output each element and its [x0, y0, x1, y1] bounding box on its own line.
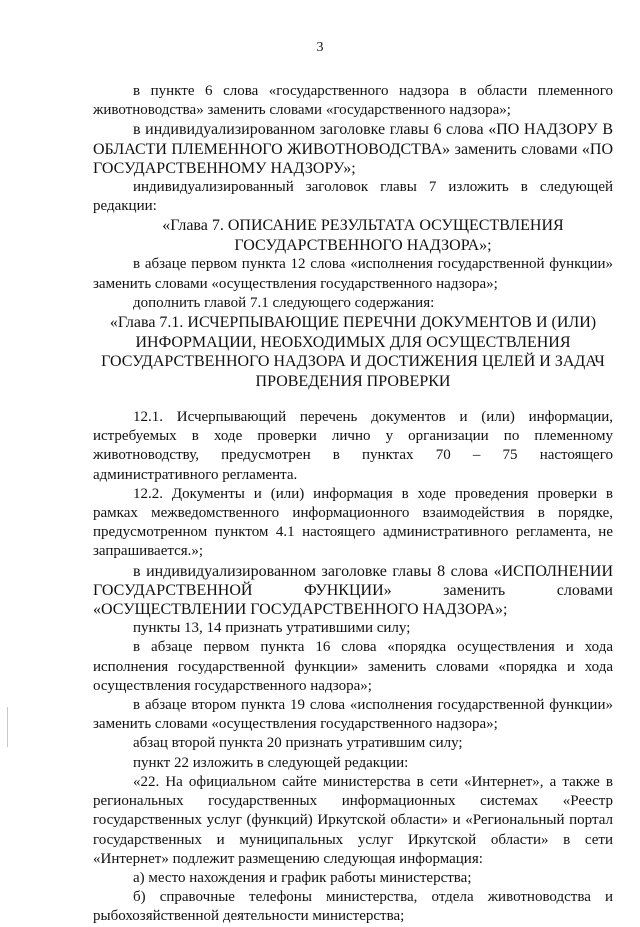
paragraph: в индивидуализированном заголовке главы 8 слова «ИСПОЛНЕНИИ ГОСУДАРСТВЕННОЙ ФУНКЦИИ» заменить словами «ОСУЩЕСТВЛЕНИИ ГОСУДАРСТВЕННОГО НАДЗОРА»;	[93, 562, 613, 619]
paragraph: 12.1. Исчерпывающий перечень документов и (или) информации, истребуемых в ходе проверки лично у организации по племенному животноводству, предусмотрен в пунктах 70 – 75 настоящего административного регламента.	[93, 409, 613, 483]
paragraph: в абзаце первом пункта 12 слова «исполнения государственной функции» заменить словами «осуществления государственного надзора»;	[93, 256, 613, 292]
document-body	[93, 82, 613, 927]
paragraph: абзац второй пункта 20 признать утратившим силу;	[133, 735, 463, 752]
paragraph: пункты 13, 14 признать утратившими силу;	[133, 620, 411, 637]
paragraph: в пункте 6 слова «государственного надзора в области племенного животноводства» заменить словами «государственного надзора»;	[93, 83, 613, 119]
chapter-heading: «Глава 7.1. ИСЧЕРПЫВАЮЩИЕ ПЕРЕЧНИ ДОКУМЕНТОВ И (ИЛИ) ИНФОРМАЦИИ, НЕОБХОДИМЫХ ДЛЯ ОСУЩЕСТВЛЕНИЯ ГОСУДАРСТВЕННОГО НАДЗОРА И ДОСТИЖЕНИЯ ЦЕЛЕЙ И ЗАДАЧ ПРОВЕДЕНИЯ ПРОВЕРКИ	[101, 314, 605, 390]
margin-mark	[7, 707, 8, 747]
paragraph: в индивидуализированном заголовке главы 6 слова «ПО НАДЗОРУ В ОБЛАСТИ ПЛЕМЕННОГО ЖИВОТНОВОДСТВА» заменить словами «ПО ГОСУДАРСТВЕННОМУ НАДЗОРУ»;	[93, 121, 613, 177]
paragraph: 12.2. Документы и (или) информация в ходе проведения проверки в рамках межведомственного информационного взаимодействия в порядке, предусмотренном пунктом 4.1 настоящего административного регламента, не запрашивается.»;	[93, 485, 613, 560]
paragraph: в абзаце первом пункта 16 слова «порядка осуществления и хода исполнения государственной функции» заменить словами «порядка и хода осуществления государственного надзора»;	[93, 639, 613, 694]
chapter-heading: «Глава 7. ОПИСАНИЕ РЕЗУЛЬТАТА ОСУЩЕСТВЛЕНИЯ ГОСУДАРСТВЕННОГО НАДЗОРА»;	[162, 217, 564, 254]
paragraph: а) место нахождения и график работы министерства;	[133, 869, 472, 886]
paragraph: пункт 22 изложить в следующей редакции:	[133, 754, 409, 771]
paragraph: «22. На официальном сайте министерства в сети «Интернет», а также в региональных государственных информационных системах «Реестр государственных услуг (функций) Иркутской области» и «Региональный портал государственных и муниципальных услуг Иркутской области» в сети «Интернет» подлежит размещению следующая информация:	[93, 773, 613, 867]
paragraph: дополнить главой 7.1 следующего содержания:	[133, 294, 435, 311]
page-number: 3	[316, 40, 324, 55]
paragraph: б) справочные телефоны министерства, отдела животноводства и рыбохозяйственной деятельности министерства;	[93, 889, 613, 925]
paragraph: индивидуализированный заголовок главы 7 изложить в следующей редакции:	[93, 179, 613, 215]
spacer	[93, 391, 613, 408]
paragraph: в абзаце втором пункта 19 слова «исполнения государственной функции» заменить словами «осуществления государственного надзора»;	[93, 697, 613, 733]
